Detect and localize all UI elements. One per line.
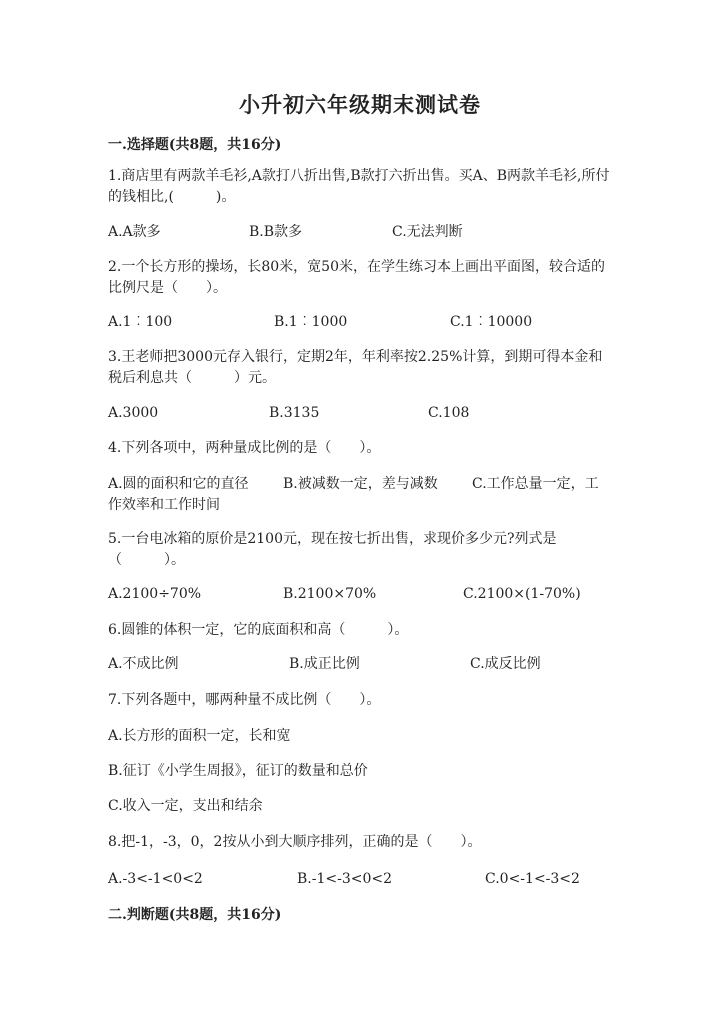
option-a: A.A款多 — [108, 224, 161, 240]
question-5-stem: 5.一台电冰箱的原价是2100元，现在按七折出售，求现价多少元?列式是（ ）。 — [108, 531, 557, 568]
question-8-options — [108, 869, 613, 890]
question-3-stem: 3.王老师把3000元存入银行，定期2年，年利率按2.25%计算，到期可得本金和税后利息共（ ）元。 — [108, 349, 603, 386]
option-b: B.被减数一定，差与减数 — [283, 476, 438, 492]
question-1-stem: 1.商店里有两款羊毛衫,A款打八折出售,B款打六折出售。买A、B两款羊毛衫,所付的钱相比,( )。 — [108, 168, 610, 205]
question-7-stem: 7.下列各题中，哪两种量不成比例（ ）。 — [108, 692, 381, 708]
question-4-stem: 4.下列各项中，两种量成比例的是（ ）。 — [108, 440, 381, 456]
option-b: B.2100×70% — [283, 586, 377, 602]
question-7-option-a: A.长方形的面积一定，长和宽 — [108, 728, 291, 744]
section-heading-choice: 一.选择题(共8题，共16分) — [108, 137, 282, 153]
option-a: A.2100÷70% — [108, 586, 202, 602]
section-heading-judgment: 二.判断题(共8题，共16分) — [108, 907, 282, 923]
option-c: C.108 — [428, 405, 470, 421]
option-c: C.2100×(1-70%) — [463, 586, 581, 602]
option-c: C.0<-1<-3<2 — [485, 871, 580, 887]
option-c: C.无法判断 — [392, 224, 463, 240]
question-7-option-b: B.征订《小学生周报》，征订的数量和总价 — [108, 763, 368, 779]
option-a: A.1︰100 — [108, 314, 173, 330]
option-c: C.成反比例 — [470, 656, 541, 672]
question-5-options — [108, 584, 613, 605]
option-b: B.-1<-3<0<2 — [297, 871, 393, 887]
option-b: B.1︰1000 — [274, 314, 348, 330]
question-1-options — [108, 222, 613, 243]
question-7-option-c: C.收入一定，支出和结余 — [108, 798, 263, 814]
option-a: A.不成比例 — [108, 656, 179, 672]
page-title: 小升初六年级期末测试卷 — [239, 92, 481, 117]
question-6-options — [108, 654, 613, 675]
option-c: C.1︰10000 — [450, 314, 533, 330]
question-3-options — [108, 403, 613, 424]
question-2-options — [108, 312, 613, 333]
option-c: C.工作总量一定，工 — [472, 476, 599, 492]
question-6-stem: 6.圆锥的体积一定，它的底面积和高（ ）。 — [108, 622, 409, 638]
question-4-options — [108, 474, 613, 516]
option-b: B.B款多 — [249, 224, 303, 240]
question-2-stem: 2.一个长方形的操场，长80米，宽50米，在学生练习本上画出平面图，较合适的比例尺是（ ）。 — [108, 259, 605, 296]
option-a: A.3000 — [108, 405, 159, 421]
option-b: B.3135 — [269, 405, 320, 421]
option-a: A.-3<-1<0<2 — [108, 871, 203, 887]
option-c-continued: 作效率和工作时间 — [108, 497, 220, 513]
question-8-stem: 8.把-1，-3，0，2按从小到大顺序排列，正确的是（ ）。 — [108, 834, 482, 850]
option-b: B.成正比例 — [289, 656, 360, 672]
option-a: A.圆的面积和它的直径 — [108, 476, 249, 492]
